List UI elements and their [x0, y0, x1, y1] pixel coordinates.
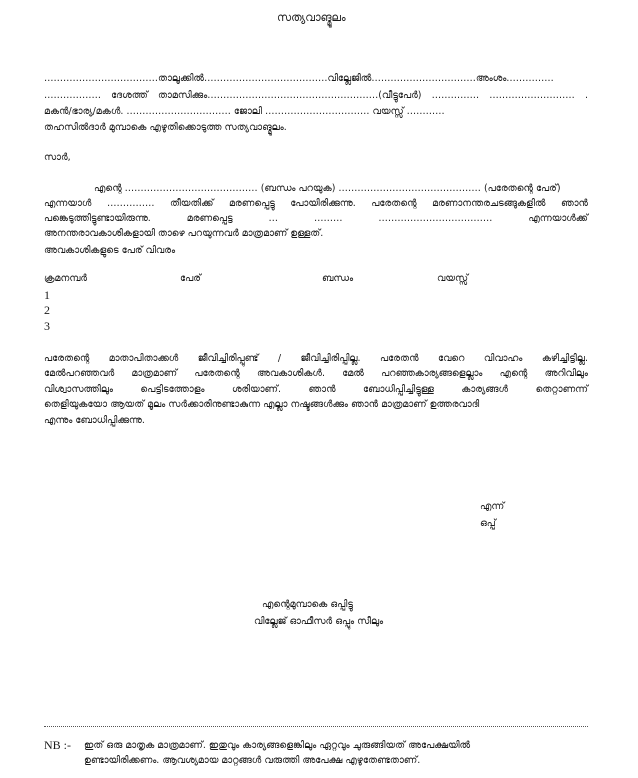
para2-line-3: വിശ്വാസത്തിലും പെട്ടിടത്തോളം ശരിയാണ്. ഞാൻ ബോധിപ്പിച്ചിട്ടുള്ള കാര്യങ്ങൾ തെറ്റാണന്ന്: [44, 384, 588, 395]
dotted-divider: [44, 726, 588, 727]
signature-label-opp: ഒപ്പ്: [480, 518, 496, 529]
para2-line-2: മേൽപറഞ്ഞവർ മാത്രമാണ് പരേതന്റെ അവകാശികൾ. മേൽ പറഞ്ഞകാര്യങ്ങളെല്ലാം എന്റെ അറിവിലും: [44, 368, 588, 379]
table-header-relation: ബന്ധം: [322, 273, 354, 284]
header-line-4: തഹസിൽദാർ മുമ്പാകെ എഴുതിക്കൊടുത്ത സത്യവാങ്മൂലം.: [44, 122, 287, 133]
table-row: 3: [44, 319, 50, 333]
attestation-line-2: വില്ലേജ് ഓഫീസർ ഒപ്പും സീലും: [254, 616, 384, 627]
header-line-2: ……………… ദേശത്ത് താമസിക്കും………………………………………………(വീട്ടുപേർ) …………… ……………………… .: [44, 90, 588, 101]
attestation-line-1: എന്റെമുമ്പാകെ ഒപ്പിട്ടു: [262, 599, 353, 610]
signature-label-enn: എന്ന്: [480, 501, 505, 512]
para1-line-2: എന്നയാൾ …………… തീയതിക്ക് മരണപ്പെട്ടു പോയിരിക്കുന്നു. പരേതന്റെ മരണാനന്തരചടങ്ങുകളിൽ ഞാൻ: [44, 198, 588, 209]
document-title: സത്യവാങ്മൂലം: [277, 11, 346, 24]
table-row: 1: [44, 288, 50, 302]
salutation: സാർ,: [44, 152, 71, 163]
para2-line-5: എന്നും ബോധിപ്പിക്കുന്നു.: [44, 415, 145, 426]
header-line-3: മകൻ/ഭാര്യ/മകൾ. …………………………… ജോലി …………………………… വയസ്സ് …………: [44, 106, 445, 117]
para2-line-1: പരേതന്റെ മാതാപിതാക്കൾ ജീവിച്ചിരിപ്പുണ്ട് / ജീവിച്ചിരിപ്പില്ല. പരേതൻ വേറെ വിവാഹം കഴിച്ചിട്ടില്ല.: [44, 353, 588, 364]
para1-line-5: അവകാശികളുടെ പേര് വിവരം: [44, 245, 176, 256]
table-header-name: പേര്: [180, 273, 201, 284]
para2-line-4: തെളിയുകയോ ആയത് മൂലം സർക്കാരിനുണ്ടാകുന്ന എല്ലാ നഷ്ടങ്ങൾക്കും ഞാൻ മാത്രമാണ് ഉത്തരവാദി: [44, 399, 480, 410]
nb-line-2: ഉണ്ടായിരിക്കണം. ആവശ്യമായ മാറ്റങ്ങൾ വരുത്തി അപേക്ഷ എഴുതേണ്ടതാണ്.: [84, 755, 421, 766]
table-header-age: വയസ്സ്: [437, 273, 469, 284]
header-line-1: ………………………………താലൂക്കിൽ…………………………………വില്ലേജിൽ……………………………അംശം……………: [44, 73, 554, 84]
table-row: 2: [44, 303, 50, 317]
para1-line-3: പങ്കെടുത്തിട്ടുണ്ടായിരുന്നു. മരണപ്പെട്ട … ……… ……………………………… എന്നയാൾക്ക്: [44, 213, 588, 224]
nb-label: NB :-: [44, 738, 71, 752]
table-header-serial: ക്രമനമ്പർ: [44, 273, 88, 284]
para1-line-4: അനന്തരാവകാശികളായി താഴെ പറയുന്നവർ മാത്രമാണ് ഉള്ളത്.: [44, 228, 324, 239]
para1-line-1: എന്റെ …………………………………… (ബന്ധം പറയുക) ……………………………………… (പരേതന്റെ പേര്): [94, 183, 561, 194]
nb-line-1: ഇത് ഒരു മാതൃക മാത്രമാണ്. ഇതുവും കാര്യങ്ങളെങ്കിലും ഏറ്റവും ചുരുങ്ങിയത് അപേക്ഷയിൽ: [84, 740, 471, 751]
